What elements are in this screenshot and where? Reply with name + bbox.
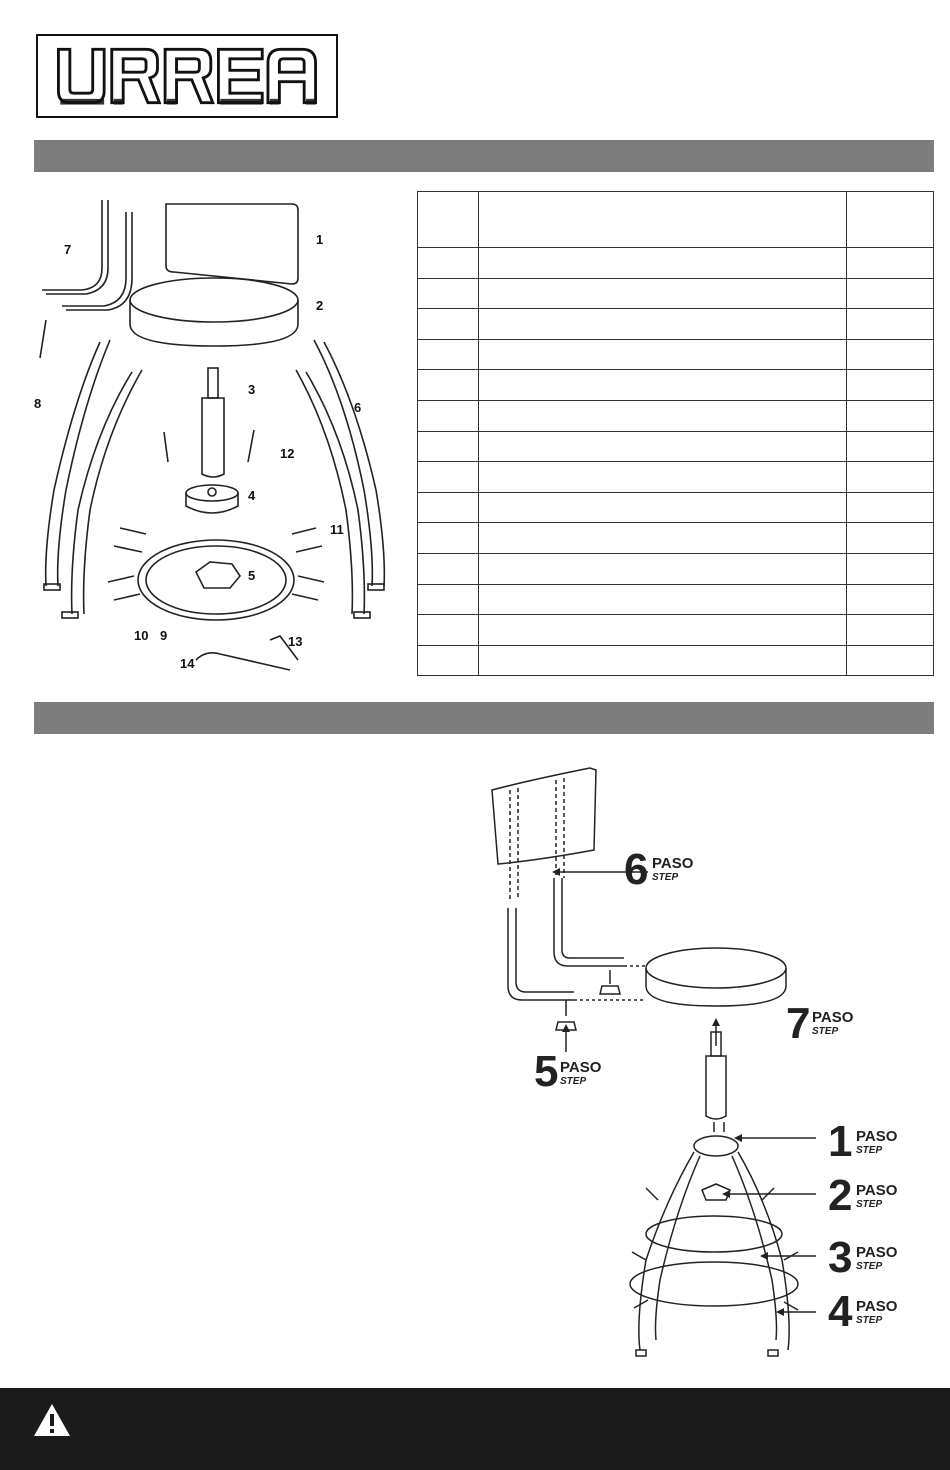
cell-number — [418, 615, 479, 646]
cell-number — [418, 523, 479, 554]
step-2-label — [828, 1171, 898, 1220]
cell-quantity — [847, 584, 934, 615]
svg-text:5: 5 — [534, 1047, 559, 1096]
cell-number — [418, 400, 479, 431]
brand-logo — [36, 34, 338, 118]
svg-text:7: 7 — [786, 999, 811, 1048]
callout-9: 9 — [160, 628, 168, 643]
svg-text:PASO: PASO — [560, 1059, 602, 1076]
cell-description — [479, 492, 847, 523]
callout-3: 3 — [248, 382, 256, 397]
table-row — [418, 523, 934, 554]
cell-description — [479, 248, 847, 279]
table-row — [418, 400, 934, 431]
cell-number — [418, 492, 479, 523]
section-bar-assembly — [34, 702, 934, 734]
cell-description — [479, 615, 847, 646]
svg-text:2: 2 — [828, 1171, 853, 1220]
callout-10: 10 — [134, 628, 149, 643]
callout-8: 8 — [34, 396, 42, 411]
cell-quantity — [847, 431, 934, 462]
urrea-logo-art — [38, 36, 336, 116]
table-row — [418, 645, 934, 676]
table-header-row — [418, 192, 934, 248]
svg-text:4: 4 — [828, 1287, 853, 1336]
callout-12: 12 — [280, 446, 295, 461]
cell-quantity — [847, 523, 934, 554]
cell-description — [479, 309, 847, 340]
cell-quantity — [847, 615, 934, 646]
warning-triangle-icon — [32, 1402, 72, 1438]
cell-quantity — [847, 370, 934, 401]
parts-exploded-diagram — [34, 190, 404, 690]
cell-number — [418, 248, 479, 279]
svg-text:PASO: PASO — [856, 1128, 898, 1145]
step-4-label — [828, 1287, 898, 1336]
svg-text:STEP: STEP — [856, 1261, 883, 1272]
cell-quantity — [847, 339, 934, 370]
cell-quantity — [847, 462, 934, 493]
svg-text:STEP: STEP — [856, 1315, 883, 1326]
cell-quantity — [847, 248, 934, 279]
svg-text:PASO: PASO — [856, 1244, 898, 1261]
step-6-label — [624, 845, 694, 894]
cell-number — [418, 309, 479, 340]
cell-number — [418, 370, 479, 401]
cell-quantity — [847, 492, 934, 523]
table-row — [418, 278, 934, 309]
callout-2: 2 — [316, 298, 324, 313]
callout-14: 14 — [180, 656, 195, 671]
svg-text:PASO: PASO — [856, 1182, 898, 1199]
cell-description — [479, 370, 847, 401]
cell-quantity — [847, 553, 934, 584]
table-row — [418, 370, 934, 401]
callout-11: 11 — [330, 522, 344, 537]
svg-text:1: 1 — [828, 1117, 853, 1166]
svg-text:STEP: STEP — [856, 1199, 883, 1210]
cell-description — [479, 523, 847, 554]
svg-text:PASO: PASO — [856, 1298, 898, 1315]
assembly-diagram — [470, 760, 910, 1365]
section-bar-parts — [34, 140, 934, 172]
svg-text:PASO: PASO — [812, 1009, 854, 1026]
header-cell-description — [479, 192, 847, 248]
cell-number — [418, 553, 479, 584]
cell-number — [418, 462, 479, 493]
cell-description — [479, 462, 847, 493]
cell-number — [418, 645, 479, 676]
cell-quantity — [847, 400, 934, 431]
warning-footer — [0, 1388, 950, 1470]
cell-description — [479, 339, 847, 370]
cell-description — [479, 584, 847, 615]
cell-description — [479, 553, 847, 584]
header-cell-number — [418, 192, 479, 248]
cell-number — [418, 584, 479, 615]
cell-number — [418, 431, 479, 462]
cell-description — [479, 278, 847, 309]
table-row — [418, 584, 934, 615]
table-row — [418, 248, 934, 279]
cell-quantity — [847, 309, 934, 340]
svg-text:6: 6 — [624, 845, 649, 894]
table-row — [418, 615, 934, 646]
table-row — [418, 462, 934, 493]
step-5-label — [534, 1047, 602, 1096]
callout-4: 4 — [248, 488, 256, 503]
cell-number — [418, 339, 479, 370]
parts-list-table — [417, 191, 934, 676]
cell-quantity — [847, 645, 934, 676]
svg-text:STEP: STEP — [652, 872, 679, 883]
svg-text:STEP: STEP — [812, 1026, 839, 1037]
callout-7: 7 — [64, 242, 72, 257]
table-row — [418, 339, 934, 370]
cell-description — [479, 431, 847, 462]
cell-number — [418, 278, 479, 309]
callout-5: 5 — [248, 568, 256, 583]
callout-1: 1 — [316, 232, 324, 247]
step-7-label — [786, 999, 854, 1048]
table-row — [418, 431, 934, 462]
callout-13: 13 — [288, 634, 303, 649]
svg-text:PASO: PASO — [652, 855, 694, 872]
callout-6: 6 — [354, 400, 362, 415]
step-3-label — [828, 1233, 898, 1282]
table-row — [418, 309, 934, 340]
header-cell-quantity — [847, 192, 934, 248]
svg-text:3: 3 — [828, 1233, 853, 1282]
table-row — [418, 553, 934, 584]
cell-description — [479, 645, 847, 676]
svg-text:STEP: STEP — [560, 1076, 587, 1087]
table-row — [418, 492, 934, 523]
step-1-label — [828, 1117, 898, 1166]
cell-description — [479, 400, 847, 431]
svg-text:STEP: STEP — [856, 1145, 883, 1156]
cell-quantity — [847, 278, 934, 309]
